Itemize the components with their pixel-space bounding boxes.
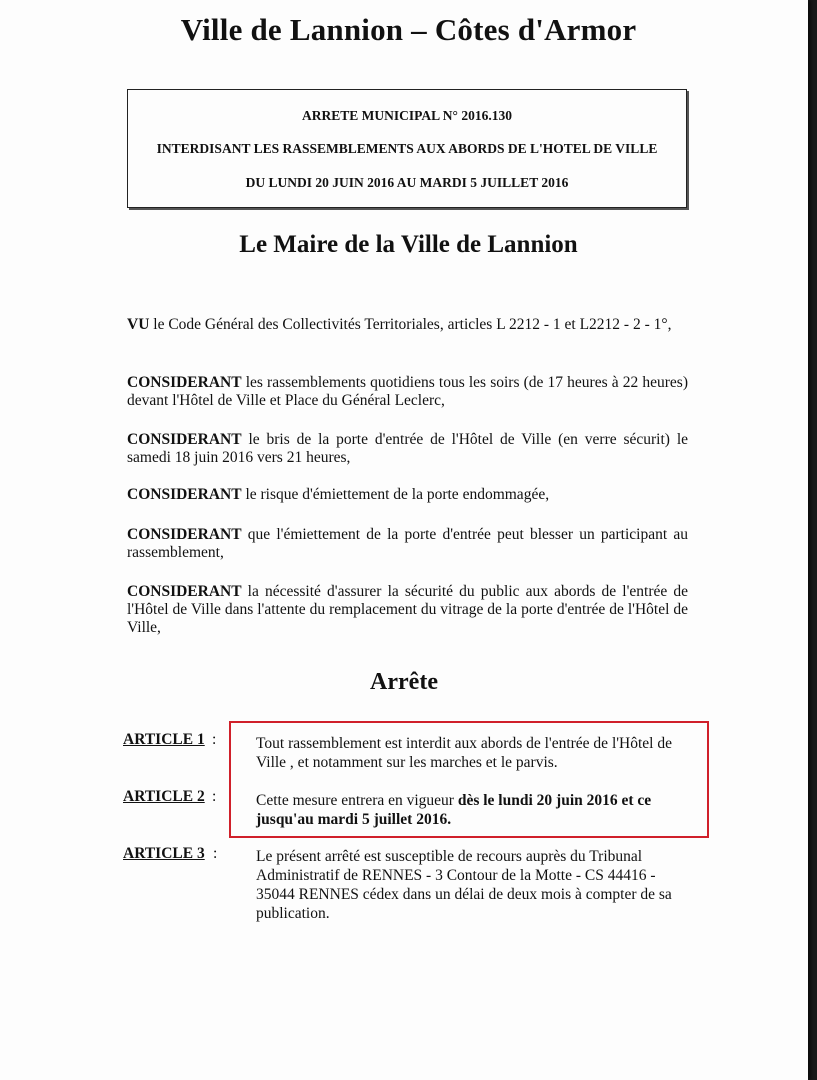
considerant-keyword: CONSIDERANT bbox=[127, 526, 242, 543]
considerant-paragraph bbox=[127, 583, 688, 637]
article-3-colon: : bbox=[213, 845, 218, 862]
considerant-text: les rassemblements quotidiens tous les soirs (de 17 heures à 22 heures) devant l'Hôtel de Ville et Place du Général Leclerc, bbox=[127, 374, 688, 409]
article-2-text-bold: dès le lundi 20 juin 2016 et ce jusqu'au mardi 5 juillet 2016. bbox=[256, 792, 652, 828]
article-1-label: ARTICLE 1 bbox=[123, 731, 205, 748]
considerant-text: le bris de la porte d'entrée de l'Hôtel de Ville (en verre sécurit) le samedi 18 juin 2016 vers 21 heures, bbox=[127, 431, 689, 466]
article-2-text-plain: Cette mesure entrera en vigueur bbox=[256, 792, 454, 809]
mayor-heading: Le Maire de la Ville de Lannion bbox=[239, 231, 578, 258]
considerant-keyword: CONSIDERANT bbox=[127, 431, 242, 448]
considerant-keyword: CONSIDERANT bbox=[127, 583, 242, 600]
article-1-text: Tout rassemblement est interdit aux abords de l'entrée de l'Hôtel de Ville , et notamment sur les marches et le parvis. bbox=[256, 735, 672, 771]
document-title: Ville de Lannion – Côtes d'Armor bbox=[180, 12, 637, 47]
considerant-keyword: CONSIDERANT bbox=[127, 374, 242, 391]
highlight-annotation-box bbox=[229, 721, 709, 838]
article-3-text: Le présent arrêté est susceptible de recours auprès du Tribunal Administratif de RENNES - 3 Contour de la Motte - CS 44416 - 35044 RENNES cédex dans un délai de deux mois à compter de sa publication. bbox=[256, 848, 672, 922]
decree-header-box bbox=[127, 89, 687, 208]
vu-keyword: VU bbox=[127, 316, 150, 333]
article-2-label: ARTICLE 2 bbox=[123, 788, 205, 805]
decision-heading: Arrête bbox=[370, 669, 438, 695]
article-3-label: ARTICLE 3 bbox=[123, 845, 205, 862]
decree-dates: DU LUNDI 20 JUIN 2016 AU MARDI 5 JUILLET 2016 bbox=[245, 175, 569, 190]
decree-subject: INTERDISANT LES RASSEMBLEMENTS AUX ABORDS DE L'HOTEL DE VILLE bbox=[156, 141, 658, 156]
decree-number: ARRETE MUNICIPAL N° 2016.130 bbox=[302, 108, 512, 123]
considerant-paragraph bbox=[127, 374, 688, 410]
considerant-text: que l'émiettement de la porte d'entrée peut blesser un participant au rassemblement, bbox=[127, 526, 688, 561]
considerant-text: le risque d'émiettement de la porte endommagée, bbox=[245, 486, 550, 503]
vu-paragraph bbox=[127, 316, 688, 334]
considerant-paragraph bbox=[127, 526, 688, 562]
article-2-colon: : bbox=[212, 788, 217, 805]
considerant-paragraph bbox=[127, 486, 688, 504]
considerant-keyword: CONSIDERANT bbox=[127, 486, 242, 503]
article-1-colon: : bbox=[212, 731, 217, 748]
considerant-text: la nécessité d'assurer la sécurité du public aux abords de l'entrée de l'Hôtel de Ville dans l'attente du remplacement du vitrage de la porte d'entrée de l'Hôtel de Ville, bbox=[127, 583, 688, 636]
vu-text: le Code Général des Collectivités Territoriales, articles L 2212 - 1 et L2212 - 2 - 1°, bbox=[153, 316, 672, 333]
considerant-paragraph bbox=[127, 431, 688, 467]
